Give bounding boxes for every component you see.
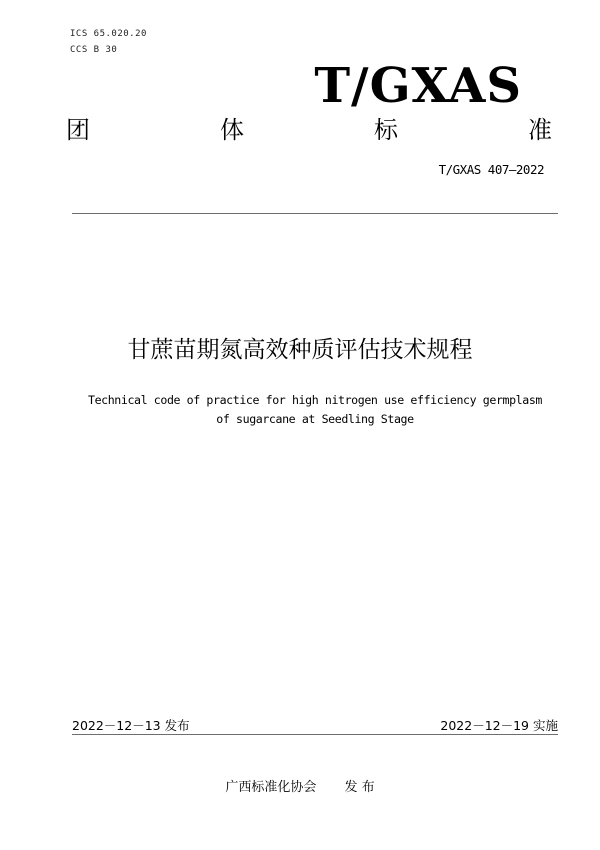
standard-type-char: 团 xyxy=(66,116,90,144)
header-divider xyxy=(72,213,558,214)
english-title-line: Technical code of practice for high nitrogen use efficiency germplasm xyxy=(87,393,543,407)
standard-type-char: 准 xyxy=(528,116,552,144)
implementation-date: 2022－12－19 实施 xyxy=(440,718,558,733)
ccs-code: CCS B 30 xyxy=(70,45,118,55)
footer-divider xyxy=(72,734,558,735)
publisher-name: 广西标准化协会 xyxy=(225,780,317,795)
standard-type-char: 标 xyxy=(374,116,398,144)
standard-type-heading xyxy=(66,112,552,148)
document-title-english xyxy=(60,391,570,429)
standard-brand-logo: T/GXAS xyxy=(314,58,522,114)
publish-label: 发 布 xyxy=(344,780,375,795)
issue-date: 2022－12－13 发布 xyxy=(72,718,190,733)
standard-type-char: 体 xyxy=(220,116,244,144)
publisher-line xyxy=(0,776,600,795)
document-title-chinese: 甘蔗苗期氮高效种质评估技术规程 xyxy=(127,337,473,363)
ics-code: ICS 65.020.20 xyxy=(70,29,147,39)
english-title-line: of sugarcane at Seedling Stage xyxy=(216,412,414,426)
standard-number: T/GXAS 407—2022 xyxy=(438,162,544,177)
